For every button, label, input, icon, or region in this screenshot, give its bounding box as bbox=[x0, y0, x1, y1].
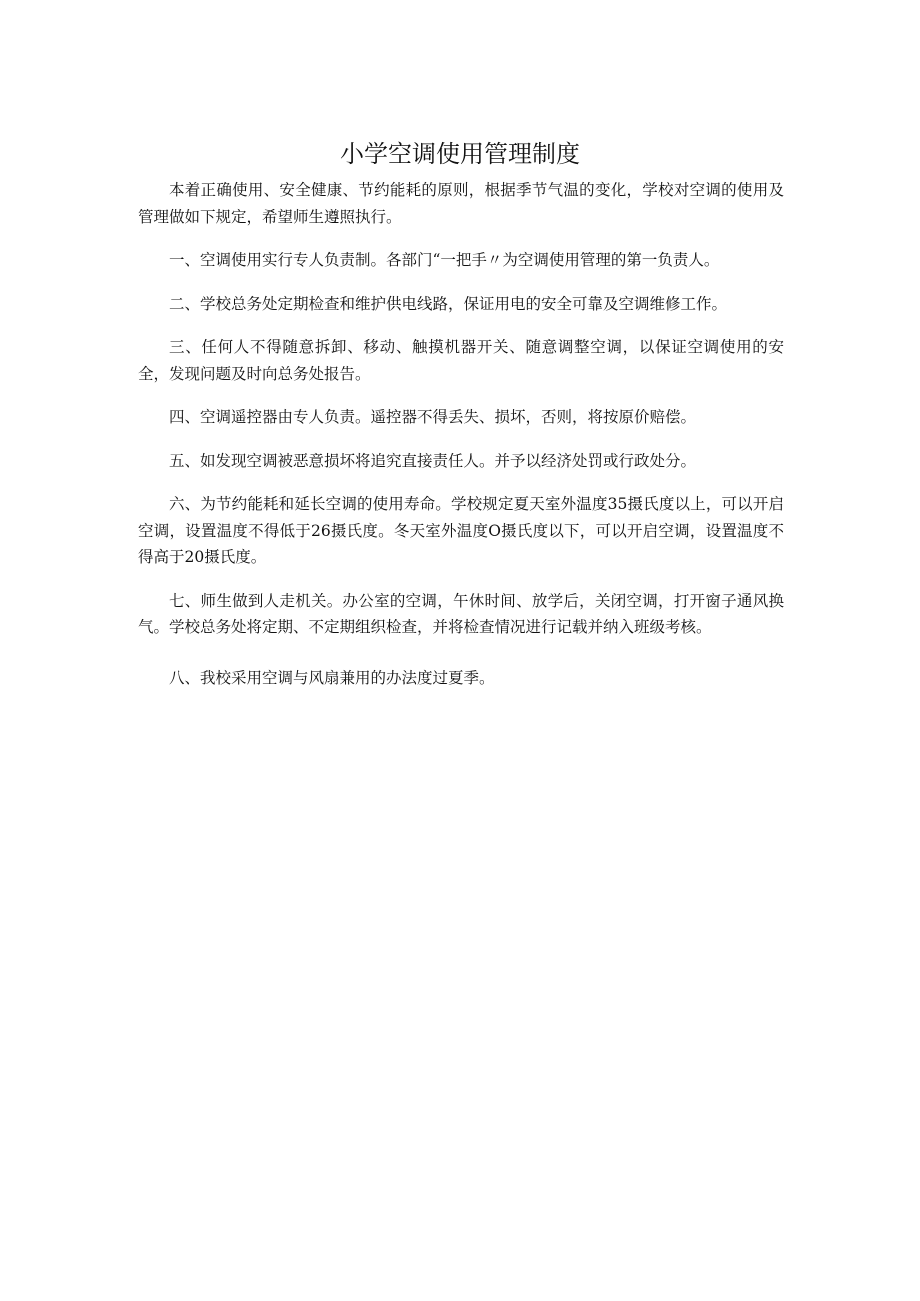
intro-paragraph: 本着正确使用、安全健康、节约能耗的原则，根据季节气温的变化，学校对空调的使用及管理做如下规定，希望师生遵照执行。 bbox=[138, 181, 784, 226]
rule-paragraph-4: 四、空调遥控器由专人负责。遥控器不得丢失、损坏，否则，将按原价赔偿。 bbox=[169, 408, 697, 426]
document-body bbox=[138, 177, 784, 691]
rule-paragraph-7: 七、师生做到人走机关。办公室的空调，午休时间、放学后，关闭空调，打开窗子通风换气。学校总务处将定期、不定期组织检查，并将检查情况进行记载并纳入班级考核。 bbox=[138, 591, 784, 636]
rule-paragraph-1: 一、空调使用实行专人负责制。各部门“一把手〃为空调使用管理的第一负责人。 bbox=[169, 251, 720, 269]
rule-paragraph-2: 二、学校总务处定期检查和维护供电线路，保证用电的安全可靠及空调维修工作。 bbox=[169, 294, 728, 313]
document-title: 小学空调使用管理制度 bbox=[340, 140, 580, 169]
rule-paragraph-5: 五、如发现空调被恶意损坏将追究直接责任人。并予以经济处罚或行政处分。 bbox=[169, 451, 697, 470]
rule-paragraph-8: 八、我校采用空调与风扇兼用的办法度过夏季。 bbox=[169, 668, 495, 687]
rule-paragraph-3: 三、任何人不得随意拆卸、移动、触摸机器开关、随意调整空调，以保证空调使用的安全，发现问题及时向总务处报告。 bbox=[138, 338, 784, 383]
rule-paragraph-6: 六、为节约能耗和延长空调的使用寿命。学校规定夏天室外温度35摄氏度以上，可以开启空调，设置温度不得低于26摄氏度。冬天室外温度O摄氏度以下，可以开启空调，设置温度不得高于20摄氏度。 bbox=[138, 495, 784, 566]
